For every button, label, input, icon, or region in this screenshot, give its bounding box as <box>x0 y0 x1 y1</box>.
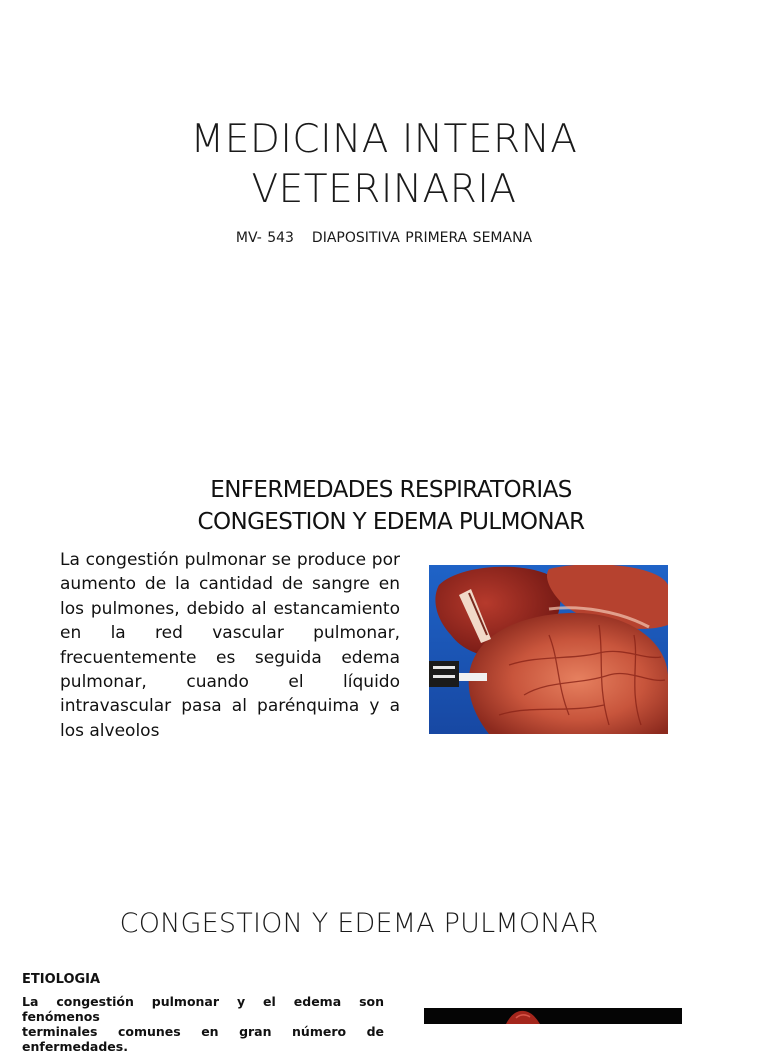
title-line-2: VETERINARIA <box>251 167 517 212</box>
etiologia-label: ETIOLOGIA <box>22 972 101 987</box>
slide-congestion <box>0 440 768 860</box>
title-line-1: MEDICINA INTERNA <box>190 117 578 162</box>
lung-specimen-photo <box>429 565 668 734</box>
etiologia-text <box>22 994 384 1054</box>
slide-title-heading <box>0 115 768 215</box>
slide2-heading <box>0 474 768 538</box>
course-code: MV- 543 <box>235 230 294 246</box>
heading-line-2: CONGESTION Y EDEMA PULMONAR <box>197 509 585 535</box>
congestion-paragraph: La congestión pulmonar se produce por aumento de la cantidad de sangre en los pulmones, debido al estancamiento en la red vascular pulmonar, frecuentemente es seguida edema pulmonar, cuando el líquido intravascular pasa al parénquima y a los alveolos <box>60 550 400 741</box>
slide-subtitle <box>0 230 768 246</box>
etiologia-photo <box>424 1008 682 1024</box>
etiologia-text-line-2: terminales comunes en gran número de enfermedades. <box>22 1024 384 1054</box>
slide-title <box>0 0 768 440</box>
slide3-title: CONGESTION Y EDEMA PULMONAR <box>119 908 599 939</box>
subtitle-text: DIAPOSITIVA PRIMERA SEMANA <box>311 230 533 246</box>
slide-etiologia <box>0 860 768 1054</box>
heading-line-1: ENFERMEDADES RESPIRATORIAS <box>210 477 572 503</box>
etiologia-text-line-1: La congestión pulmonar y el edema son fenómenos <box>22 994 384 1024</box>
